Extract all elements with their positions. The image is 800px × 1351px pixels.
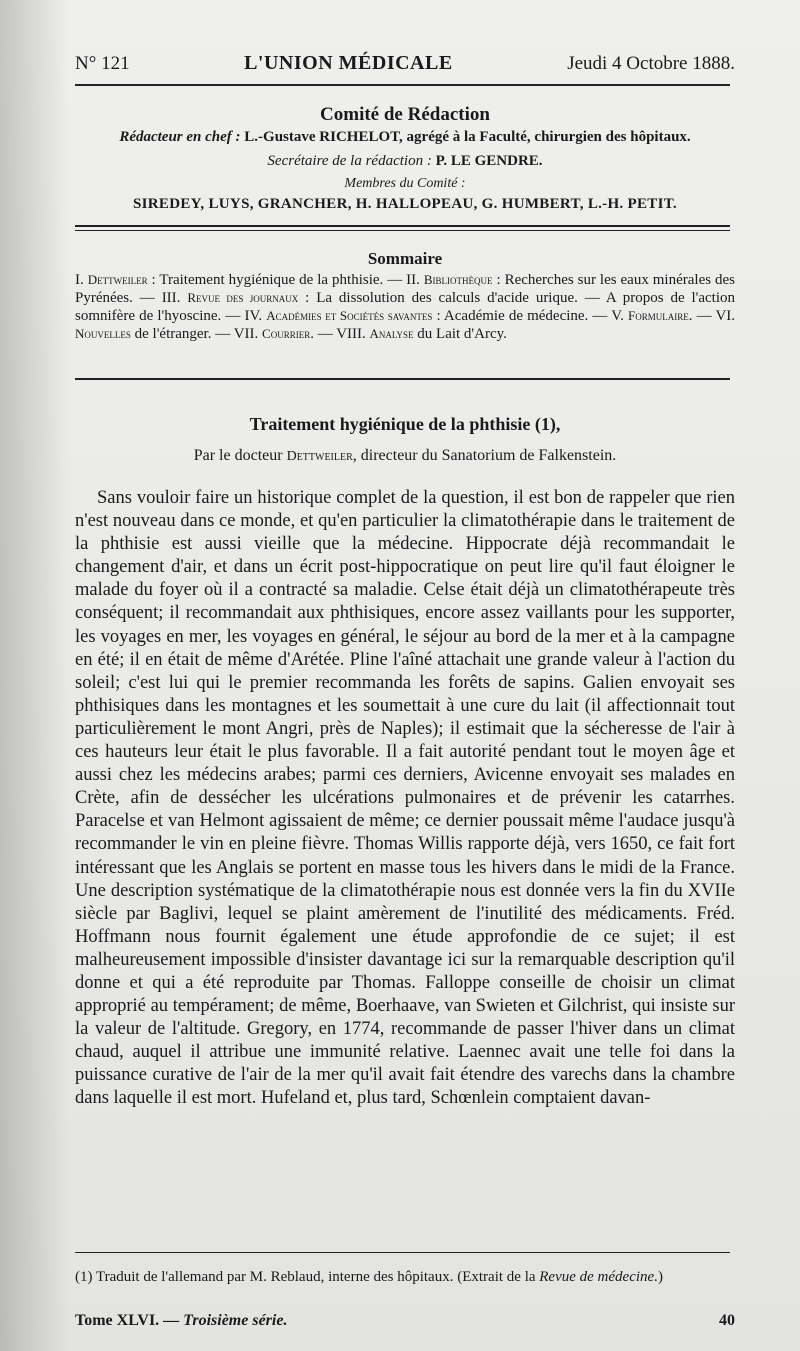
sommaire-item-4: IV. Académies et Sociétés savantes : Académie de médecine. — [244, 308, 612, 324]
sommaire-title: Sommaire [367, 249, 443, 268]
binding-shadow [0, 0, 70, 1351]
sommaire-item-3: III. Revue des journaux : La dissolution des calculs d'acide urique. — A propos de l'action somnifère de l'hyoscine. — [75, 290, 736, 324]
page-footer [75, 1312, 735, 1330]
byline-prefix: Par le docteur [193, 447, 287, 464]
footnote-text: Traduit de l'allemand par M. Reblaud, interne des hôpitaux. (Extrait de la [92, 1269, 540, 1285]
committee-rule-bottom [75, 230, 730, 231]
editor-name: L.-Gustave RICHELOT, agrégé à la Faculté, chirurgien des hôpitaux. [244, 129, 691, 145]
sommaire-item-8: VIII. Analyse du Lait d'Arcy. [336, 326, 507, 342]
footnote-rule [75, 1252, 730, 1253]
sommaire-rule [75, 378, 730, 380]
journal-title: L'UNION MÉDICALE [244, 52, 453, 74]
editor-line [75, 129, 735, 146]
footnote-source: Revue de médecine. [539, 1269, 658, 1285]
footnote [75, 1268, 735, 1286]
sommaire-item-1: I. Dettweiler : Traitement hygiénique de la phthisie. — [75, 272, 407, 288]
header-rule [75, 84, 730, 86]
sommaire-item-5: V. Formulaire. — [611, 308, 716, 324]
footnote-marker: (1) [75, 1269, 93, 1285]
editor-label: Rédacteur en chef : [119, 129, 241, 145]
secretary-name: P. LE GENDRE. [435, 153, 543, 169]
volume-info: Tome XLVI. — Troisième série. [75, 1312, 288, 1329]
issue-date: Jeudi 4 Octobre 1888. [567, 53, 735, 74]
author-name: Dettweiler [286, 449, 353, 464]
secretary-line [75, 153, 735, 170]
members-list: SIREDEY, LUYS, GRANCHER, H. HALLOPEAU, G. HUMBERT, L.-H. PETIT. [132, 196, 677, 212]
sommaire-item-7: VII. Courrier. — [233, 326, 337, 342]
issue-number: N° 121 [75, 53, 130, 74]
committee-title: Comité de Rédaction [320, 104, 490, 125]
running-header [75, 52, 735, 82]
committee-rule-top [75, 225, 730, 227]
sommaire-list [75, 271, 735, 343]
sommaire-item-6: VI. Nouvelles de l'étranger. — [75, 308, 736, 342]
byline-suffix: , directeur du Sanatorium de Falkenstein. [352, 447, 617, 464]
secretary-label: Secrétaire de la rédaction : [267, 153, 432, 169]
article-title: Traitement hygiénique de la phthisie (1), [249, 414, 561, 434]
article-paragraph: Sans vouloir faire un historique complet de la question, il est bon de rappeler que rien n'est nouveau dans ce monde, et qu'en particulier la climatothérapie dans le traitement de la phthisie est aussi vieille que la médecine. Hippocrate déjà recommandait le changement d'air, et dans un écrit post-hippocratique on peut lire qu'il faut éloigner le malade du foyer où il a contracté sa maladie. Celse était déjà un climatothérapeute très conséquent; il recommandait aux phthisiques, encore assez vaillants pour les supporter, les voyages en mer, les voyages en général, le séjour au bord de la mer et à la campagne en été; il en était de même d'Arétée. Pline l'aîné attachait une grande valeur à l'action du soleil; c'est lui qui le premier recommanda les forêts de sapins. Galien envoyait ses phthisiques dans les montagnes et les soumettait à une cure du lait (il affectionnait tout particulièrement le mont Angri, près de Naples); il estimait que la sécheresse de l'air à ces hauteurs leur était le plus favorable. Il a fait autorité pendant tout le moyen âge et aussi chez les médecins arabes; parmi ces derniers, Avicenne envoyait ses malades en Crète, afin de dessécher les ulcérations pulmonaires et de prévenir les catarrhes. Paracelse et van Helmont agissaient de même; ce dernier poussait même l'audace jusqu'à recommander le vin en pleine fièvre. Thomas Willis rapporte déjà, vers 1650, ce fait fort intéressant que les Anglais se portent en masse tous les hivers dans le midi de la France. Une description systématique de la climatothérapie nous est donnée vers la fin du XVIIe siècle par Baglivi, lequel se plaint amèrement de l'inutilité des médicaments. Fréd. Hoffmann nous fournit également une étude approfondie de ce sujet; il est malheureusement impossible d'insister davantage ici sur la remarquable description qu'il donne et qui a été reproduite par Thomas. Falloppe conseille de choisir un climat approprié au tempérament; de même, Boerhaave, van Swieten et Gilchrist, qui insiste sur la valeur de l'altitude. Gregory, en 1774, recommande de passer l'hiver dans un climat chaud, auquel il attribue une immunité relative. Laennec avait une telle foi dans la puissance curative de l'air de la mer qu'il avait fait étendre des varechs dans la chambre dans laquelle il est mort. Hufeland et, plus tard, Schœnlein comptaient davan- [75, 488, 735, 1109]
article-body [75, 487, 735, 1111]
members-label: Membres du Comité : [344, 176, 466, 191]
page-number: 40 [719, 1312, 735, 1329]
article-byline [75, 447, 735, 465]
footnote-close: ) [657, 1269, 663, 1285]
sommaire-item-2: II. Bibliothèque : Recherches sur les eaux minérales des Pyrénées. — [75, 272, 736, 306]
